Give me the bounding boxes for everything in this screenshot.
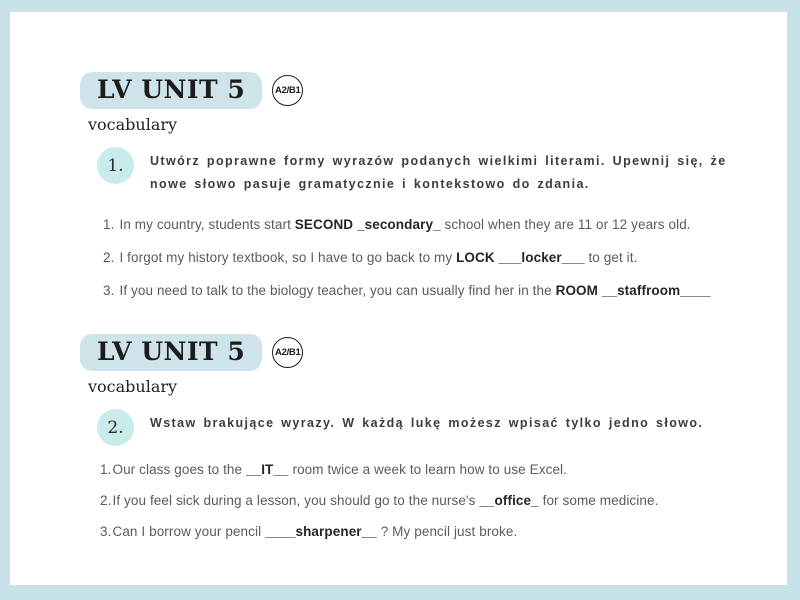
sentence-pre: In my country, students start [119, 217, 295, 232]
task-instruction: Wstaw brakujące wyrazy. W każdą lukę możesz wpisać tylko jedno słowo. [150, 416, 704, 430]
sentence-post: room twice a week to learn how to use Excel. [288, 462, 568, 477]
sentence-pre: If you need to talk to the biology teacher, you can usually find her in the [119, 283, 556, 298]
sentence-answer: __office_ [479, 493, 539, 508]
sentence-pre: I forgot my history textbook, so I have to go back to my [119, 250, 457, 265]
task-instruction-row [97, 409, 787, 446]
section-header [80, 334, 787, 371]
sentence-list [100, 462, 787, 539]
section-subtitle: vocabulary [88, 115, 178, 134]
sentence-post: for some medicine. [538, 493, 659, 508]
worksheet-section-2 [80, 334, 787, 539]
sentence-list [103, 217, 787, 298]
sentence-number: 3. [103, 283, 115, 298]
sentence-number: 1. [100, 462, 112, 477]
sentence-item [103, 217, 787, 232]
task-instruction: Utwórz poprawne formy wyrazów podanych wielkimi literami. Upewnij się, że nowe słowo pasuje gramatycznie i kontekstowo do zdania. [150, 154, 727, 191]
sentence-answer: ROOM __staffroom____ [555, 283, 711, 298]
task-number-circle: 1. [97, 147, 134, 184]
sentence-pre: If you feel sick during a lesson, you should go to the nurse's [112, 493, 480, 508]
sentence-post: ? My pencil just broke. [376, 524, 518, 539]
sentence-item [100, 524, 787, 539]
unit-title: LV UNIT 5 [80, 72, 262, 109]
sentence-item [103, 250, 787, 265]
sentence-number: 2. [103, 250, 115, 265]
sentence-item [100, 462, 787, 477]
sentence-answer: ____sharpener__ [265, 524, 377, 539]
sentence-pre: Our class goes to the [112, 462, 246, 477]
sentence-number: 1. [103, 217, 115, 232]
task-instruction-row [97, 147, 787, 195]
unit-title: LV UNIT 5 [80, 334, 262, 371]
level-badge: A2/B1 [272, 337, 303, 368]
level-badge: A2/B1 [272, 75, 303, 106]
sentence-post: school when they are 11 or 12 years old. [440, 217, 691, 232]
sentence-post: to get it. [584, 250, 638, 265]
sentence-answer: SECOND _secondary_ [294, 217, 441, 232]
task-number-circle: 2. [97, 409, 134, 446]
section-header [80, 72, 787, 109]
sentence-number: 3. [100, 524, 112, 539]
sentence-pre: Can I borrow your pencil [112, 524, 266, 539]
worksheet-page [10, 12, 787, 585]
sentence-item [103, 283, 787, 298]
sentence-number: 2. [100, 493, 112, 508]
sentence-answer: __IT__ [245, 462, 289, 477]
sentence-item [100, 493, 787, 508]
sentence-answer: LOCK ___locker___ [456, 250, 585, 265]
section-subtitle: vocabulary [88, 377, 178, 396]
worksheet-section-1 [80, 12, 787, 298]
